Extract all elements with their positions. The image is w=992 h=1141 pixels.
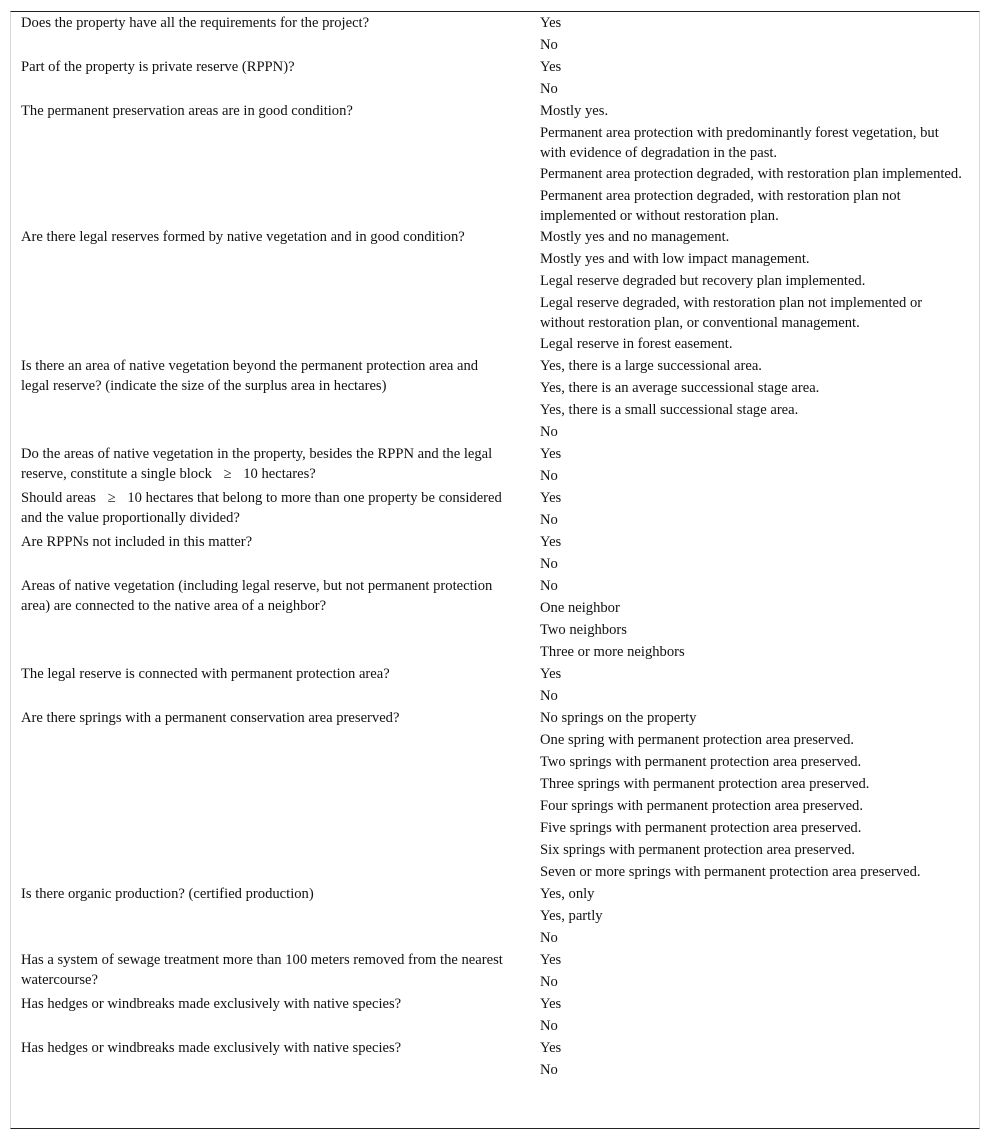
table-row xyxy=(11,443,979,465)
answer-cell xyxy=(530,270,979,292)
answer-cell xyxy=(530,12,979,34)
answer-cell xyxy=(530,773,979,795)
answer-cell xyxy=(530,100,979,122)
question-cell xyxy=(11,993,530,1037)
table-row xyxy=(11,100,979,122)
answer-text: No xyxy=(540,930,558,946)
answer-text: Yes xyxy=(540,59,562,75)
question-cell xyxy=(11,355,530,443)
table-row xyxy=(11,12,979,34)
question-text: Areas of native vegetation (including legal reserve, but not permanent protection area) are connected to the native area of a neighbor? xyxy=(21,578,493,614)
answer-text: No xyxy=(540,1018,558,1034)
answer-text: Three springs with permanent protection area preserved. xyxy=(540,776,870,792)
table-row xyxy=(11,949,979,971)
question-cell xyxy=(11,1037,530,1081)
question-text: Is there organic production? (certified production) xyxy=(21,886,314,902)
answer-text: Two springs with permanent protection area preserved. xyxy=(540,754,862,770)
answer-text: Permanent area protection degraded, with restoration plan implemented. xyxy=(540,166,962,182)
answer-cell xyxy=(530,377,979,399)
answer-text: Yes, there is a small successional stage area. xyxy=(540,402,799,418)
answer-text: No xyxy=(540,424,558,440)
answer-text: No xyxy=(540,81,558,97)
answer-cell xyxy=(530,487,979,509)
answer-cell xyxy=(530,399,979,421)
answer-text: Four springs with permanent protection area preserved. xyxy=(540,798,863,814)
table-row xyxy=(11,707,979,729)
answer-text: Yes, there is a large successional area. xyxy=(540,358,762,374)
answer-cell xyxy=(530,78,979,100)
answer-cell xyxy=(530,531,979,553)
table-row xyxy=(11,663,979,685)
table-row xyxy=(11,487,979,509)
answer-text: No xyxy=(540,37,558,53)
question-text: Do the areas of native vegetation in the property, besides the RPPN and the legal reserve, constitute a single block ≥ 10 hectares? xyxy=(21,446,493,482)
answer-cell xyxy=(530,56,979,78)
answer-cell xyxy=(530,1059,979,1081)
answer-cell xyxy=(530,421,979,443)
answer-text: No xyxy=(540,468,558,484)
answer-text: No springs on the property xyxy=(540,710,697,726)
answer-text: Permanent area protection with predominantly forest vegetation, but with evidence of degradation in the past. xyxy=(540,125,939,161)
answer-cell xyxy=(530,575,979,597)
answer-cell xyxy=(530,509,979,531)
answer-cell xyxy=(530,971,979,993)
answer-cell xyxy=(530,685,979,707)
answer-text: Seven or more springs with permanent protection area preserved. xyxy=(540,864,921,880)
answer-text: No xyxy=(540,512,558,528)
table-row xyxy=(11,883,979,905)
table-row xyxy=(11,226,979,248)
question-cell xyxy=(11,575,530,663)
answer-text: Mostly yes and with low impact management. xyxy=(540,251,810,267)
answer-cell xyxy=(530,226,979,248)
table-row xyxy=(11,1037,979,1059)
answer-text: No xyxy=(540,578,558,594)
answer-text: Yes xyxy=(540,15,562,31)
question-cell xyxy=(11,56,530,100)
question-text: Are there legal reserves formed by native vegetation and in good condition? xyxy=(21,229,465,245)
answer-text: Six springs with permanent protection area preserved. xyxy=(540,842,855,858)
answer-cell xyxy=(530,553,979,575)
question-cell xyxy=(11,100,530,226)
question-cell xyxy=(11,12,530,56)
question-text: Are there springs with a permanent conservation area preserved? xyxy=(21,710,400,726)
answer-cell xyxy=(530,993,979,1015)
answer-text: Yes xyxy=(540,996,562,1012)
answer-cell xyxy=(530,795,979,817)
answer-cell xyxy=(530,729,979,751)
answer-cell xyxy=(530,861,979,883)
answer-text: Yes xyxy=(540,952,562,968)
question-text: Does the property have all the requirements for the project? xyxy=(21,15,370,31)
answer-cell xyxy=(530,663,979,685)
answer-text: Yes xyxy=(540,666,562,682)
answer-text: Yes xyxy=(540,534,562,550)
answer-text: Legal reserve in forest easement. xyxy=(540,336,733,352)
answer-cell xyxy=(530,905,979,927)
answer-text: Yes xyxy=(540,1040,562,1056)
answer-text: Mostly yes. xyxy=(540,103,609,119)
answer-text: Three or more neighbors xyxy=(540,644,685,660)
question-cell xyxy=(11,949,530,993)
answer-cell xyxy=(530,641,979,663)
question-cell xyxy=(11,487,530,531)
question-text: Part of the property is private reserve (RPPN)? xyxy=(21,59,295,75)
answer-text: Five springs with permanent protection area preserved. xyxy=(540,820,862,836)
table-row xyxy=(11,575,979,597)
question-cell xyxy=(11,883,530,949)
answer-cell xyxy=(530,927,979,949)
answer-text: One neighbor xyxy=(540,600,620,616)
question-cell xyxy=(11,663,530,707)
answer-cell xyxy=(530,751,979,773)
answer-text: Two neighbors xyxy=(540,622,627,638)
answer-text: Yes, only xyxy=(540,886,595,902)
answer-text: Legal reserve degraded, with restoration plan not implemented or without restoration plan, or conventional management. xyxy=(540,295,923,331)
question-text: The legal reserve is connected with permanent protection area? xyxy=(21,666,390,682)
answer-cell xyxy=(530,707,979,729)
answer-cell xyxy=(530,839,979,861)
answer-cell xyxy=(530,34,979,56)
answer-cell xyxy=(530,949,979,971)
answer-text: Legal reserve degraded but recovery plan implemented. xyxy=(540,273,866,289)
answer-text: No xyxy=(540,556,558,572)
answer-text: Yes xyxy=(540,490,562,506)
answer-cell xyxy=(530,1015,979,1037)
questionnaire-table xyxy=(11,12,979,1081)
answer-text: Yes, there is an average successional stage area. xyxy=(540,380,820,396)
question-text: Has a system of sewage treatment more than 100 meters removed from the nearest watercourse? xyxy=(21,952,503,988)
question-text: Has hedges or windbreaks made exclusively with native species? xyxy=(21,1040,402,1056)
answer-cell xyxy=(530,883,979,905)
answer-cell xyxy=(530,817,979,839)
questionnaire-body xyxy=(11,12,979,1081)
answer-cell xyxy=(530,355,979,377)
answer-cell xyxy=(530,163,979,185)
answer-cell xyxy=(530,248,979,270)
answer-text: Yes, partly xyxy=(540,908,603,924)
answer-cell xyxy=(530,333,979,355)
question-text: The permanent preservation areas are in good condition? xyxy=(21,103,353,119)
answer-text: Permanent area protection degraded, with restoration plan not implemented or without restoration plan. xyxy=(540,188,901,224)
answer-cell xyxy=(530,185,979,226)
question-text: Should areas ≥ 10 hectares that belong to more than one property be considered and the value proportionally divided? xyxy=(21,490,502,526)
question-cell xyxy=(11,226,530,355)
question-cell xyxy=(11,443,530,487)
answer-text: No xyxy=(540,688,558,704)
answer-cell xyxy=(530,619,979,641)
answer-cell xyxy=(530,122,979,163)
answer-cell xyxy=(530,465,979,487)
question-text: Are RPPNs not included in this matter? xyxy=(21,534,253,550)
answer-text: Mostly yes and no management. xyxy=(540,229,730,245)
answer-cell xyxy=(530,443,979,465)
answer-text: No xyxy=(540,1062,558,1078)
table-row xyxy=(11,531,979,553)
table-row xyxy=(11,355,979,377)
answer-cell xyxy=(530,1037,979,1059)
answer-text: One spring with permanent protection area preserved. xyxy=(540,732,855,748)
question-cell xyxy=(11,531,530,575)
table-row xyxy=(11,993,979,1015)
answer-text: No xyxy=(540,974,558,990)
answer-cell xyxy=(530,597,979,619)
table-row xyxy=(11,56,979,78)
question-text: Has hedges or windbreaks made exclusively with native species? xyxy=(21,996,402,1012)
question-cell xyxy=(11,707,530,883)
answer-text: Yes xyxy=(540,446,562,462)
answer-cell xyxy=(530,292,979,333)
question-text: Is there an area of native vegetation beyond the permanent protection area and legal reserve? (indicate the size of the surplus area in hectares) xyxy=(21,358,479,394)
